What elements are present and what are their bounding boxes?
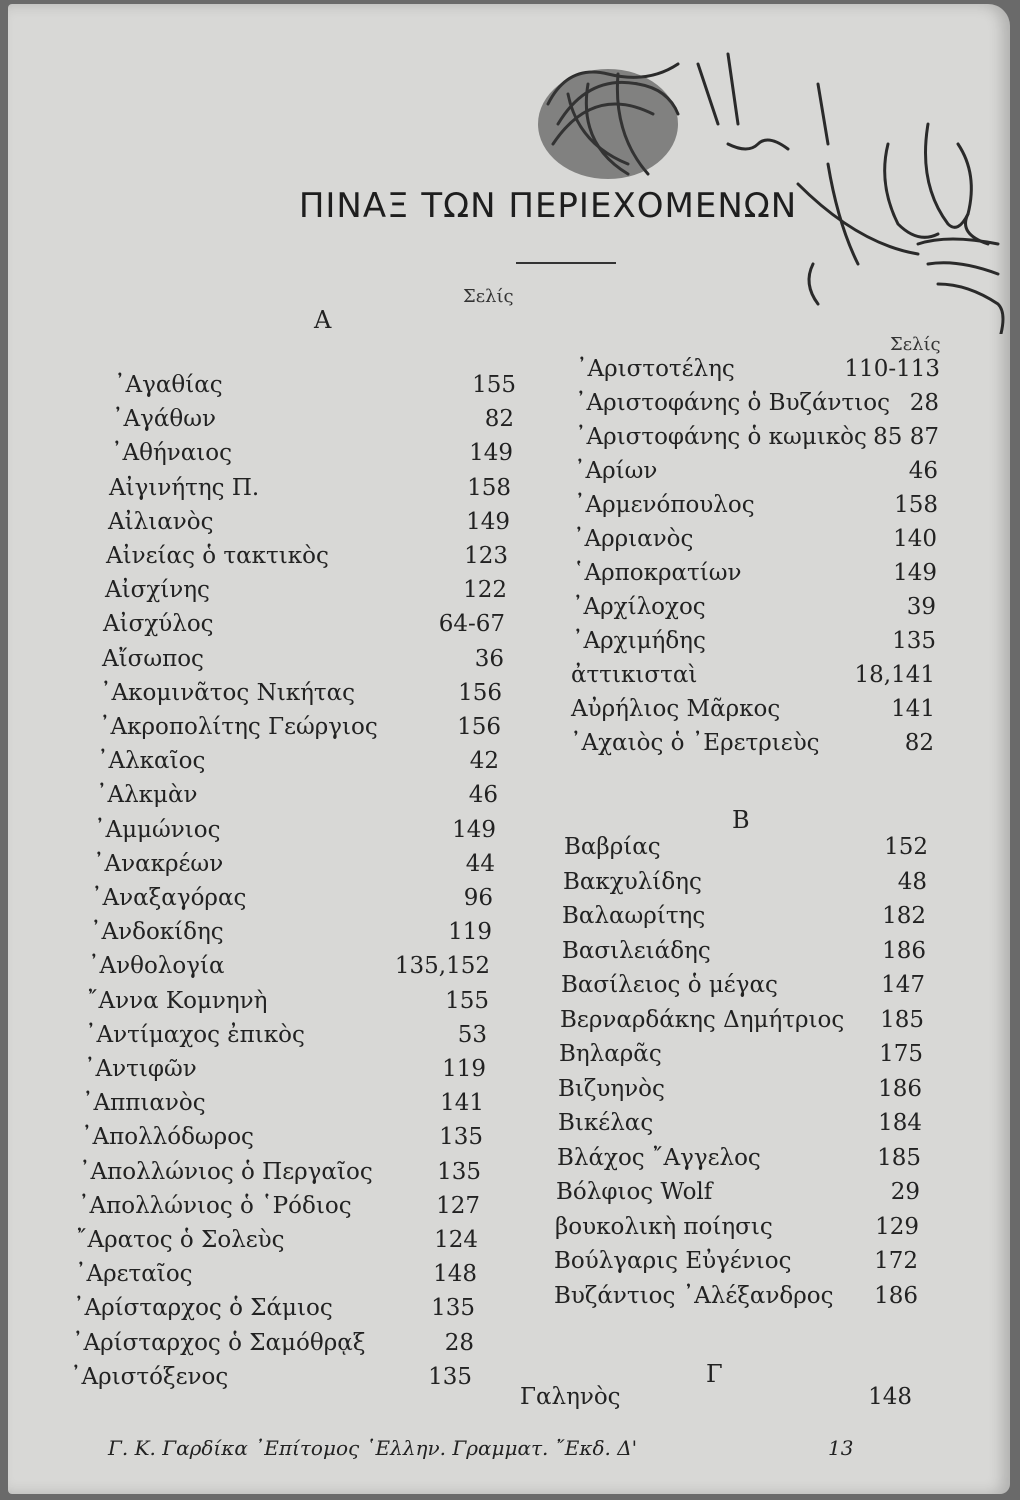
- index-entry-page: 158: [467, 474, 511, 501]
- index-entry-name: Βασιλειάδης: [562, 937, 711, 964]
- index-entry-page: 148: [868, 1384, 912, 1410]
- index-entry-name: ᾿Απολλώνιος ὁ Περγαῖος: [79, 1158, 373, 1185]
- index-entry-page: 28: [444, 1329, 474, 1356]
- index-entry-page: 122: [463, 577, 507, 604]
- index-entry-name: Βαβρίας: [564, 834, 661, 860]
- index-entry-page: 42: [469, 748, 499, 775]
- pencil-scribble: [528, 34, 1018, 334]
- index-entry-page: 28: [909, 390, 939, 416]
- index-entry-name: ᾿Αρχιμήδης: [572, 628, 706, 654]
- index-entry-page: 44: [465, 850, 495, 877]
- index-entry-name: ᾿Αριστόξενος: [70, 1363, 229, 1390]
- index-entry-page: 48: [897, 868, 927, 895]
- index-entry-name: ᾿Αρριανὸς: [573, 526, 694, 552]
- index-entry-name: ᾿Ανθολογία: [88, 953, 225, 980]
- index-entry-page: 135: [437, 1158, 481, 1185]
- index-entry-name: ᾿Αρεταῖος: [75, 1261, 193, 1288]
- index-entry-name: ᾿Ακροπολίτης Γεώργιος: [99, 714, 378, 740]
- index-entry-name: Αὐρήλιος Μᾶρκος: [571, 696, 781, 722]
- index-entry-page: 156: [457, 714, 501, 740]
- index-entry-name: Βλάχος ῎Αγγελος: [557, 1144, 761, 1171]
- index-entry-name: Βερναρδάκης Δημήτριος: [560, 1006, 845, 1033]
- index-entry-page: 149: [452, 816, 496, 843]
- index-entry-page: 186: [878, 1075, 922, 1102]
- index-entry-page: 82: [484, 406, 514, 433]
- index-entry-page: 155: [445, 987, 489, 1014]
- index-entry-page: 110-113: [844, 356, 940, 382]
- index-entry-page: 186: [882, 937, 926, 964]
- index-entry-page: 185: [880, 1006, 924, 1033]
- index-entry-name: ᾿Αγαθίας: [114, 372, 223, 398]
- index-entry-page: 158: [894, 492, 938, 518]
- index-entry-page: 135,152: [394, 953, 490, 980]
- index-entry-name: ᾿Αριστοφάνης ὁ κωμικὸς: [575, 424, 867, 450]
- index-entry-page: 36: [474, 645, 504, 672]
- index-entry-name: ᾿Αρίσταρχος ὁ Σαμόθρᾳξ: [72, 1329, 366, 1356]
- index-entry-name: ῎Αρατος ὁ Σολεὺς: [76, 1227, 285, 1253]
- index-entry-name: ᾿Αντίμαχος ἐπικὸς: [85, 1021, 305, 1048]
- index-entry-page: 155: [472, 372, 516, 398]
- index-entry-name: Αἰνείας ὁ τακτικὸς: [106, 543, 329, 569]
- index-entry-name: Αἴσωπος: [102, 645, 204, 672]
- index-entry-page: 175: [879, 1041, 923, 1067]
- index-entry-page: 149: [466, 508, 510, 535]
- index-entry-name: ᾿Αχαιὸς ὁ ᾿Ερετριεὺς: [570, 730, 820, 756]
- section-b-heading: B: [732, 806, 750, 834]
- index-entry-name: ᾿Αλκαῖος: [97, 748, 206, 775]
- index-entry-page: 29: [890, 1179, 920, 1205]
- section-a-heading: A: [314, 306, 332, 334]
- footer: [108, 1436, 908, 1460]
- index-entry-name: ᾿Αριστοτέλης: [576, 356, 735, 382]
- index-entry-page: 135: [439, 1124, 483, 1151]
- index-entry-name: ᾿Απολλόδωρος: [81, 1124, 254, 1151]
- index-entry-name: ᾿Αλκμὰν: [96, 782, 198, 809]
- index-entry-page: 53: [457, 1021, 487, 1048]
- index-entry-name: Βικέλας: [558, 1110, 654, 1136]
- index-entry-page: 135: [428, 1363, 472, 1390]
- index-entry-name: Βούλγαρις Εὐγένιος: [554, 1248, 792, 1274]
- index-entry-page: 64-67: [438, 611, 505, 638]
- index-entry-page: 141: [891, 696, 935, 722]
- index-entry-name: ᾿Αθήναιος: [111, 440, 232, 467]
- index-entry-name: Βηλαρᾶς: [559, 1041, 662, 1067]
- index-entry-name: Αἰλιανὸς: [108, 508, 214, 535]
- index-entry-page: 124: [434, 1227, 478, 1253]
- index-entry-page: 85 87: [873, 424, 939, 450]
- index-entry-name: ᾿Αππιανὸς: [82, 1090, 206, 1117]
- index-entry-name: βουκολικὴ ποίησις: [555, 1213, 773, 1240]
- index-entry-page: 135: [431, 1295, 475, 1322]
- index-entry-page: 119: [448, 919, 492, 946]
- page-title: ΠΙΝΑΞ ΤΩΝ ΠΕΡΙΕΧΟΜΕΝΩΝ: [298, 186, 798, 226]
- index-entry-page: 119: [442, 1056, 486, 1082]
- index-entry-name: ᾿Αρχίλοχος: [572, 594, 706, 620]
- index-entry-page: 46: [468, 782, 498, 809]
- index-entry-page: 172: [874, 1248, 918, 1274]
- index-entry-page: 185: [877, 1144, 921, 1171]
- index-entry-name: Βαλαωρίτης: [562, 903, 706, 929]
- index-entry-name: ἀττικισταὶ: [571, 662, 698, 688]
- index-entry-page: 135: [892, 628, 936, 654]
- index-entry-name: ᾿Απολλώνιος ὁ ῾Ρόδιος: [78, 1192, 352, 1219]
- index-entry-name: Γαληνὸς: [520, 1384, 621, 1410]
- index-entry-name: Αἰσχίνης: [105, 577, 210, 604]
- index-entry-name: ῾Αρποκρατίων: [573, 560, 742, 586]
- index-entry-page: 184: [878, 1110, 922, 1136]
- index-entry-page: 123: [464, 543, 508, 569]
- index-entry-name: ᾿Αρμενόπουλος: [574, 492, 755, 518]
- index-entry-page: 18,141: [854, 662, 935, 688]
- index-entry-page: 82: [904, 730, 934, 756]
- index-entry-page: 147: [881, 972, 925, 998]
- index-entry-name: Αἰγινήτης Π.: [109, 474, 260, 501]
- index-entry-name: Βακχυλίδης: [563, 868, 702, 895]
- index-entry-page: 149: [893, 560, 937, 586]
- index-entry-name: ᾿Αντιφῶν: [84, 1056, 197, 1082]
- index-entry-name: ῎Αννα Κομνηνὴ: [87, 987, 268, 1014]
- index-entry-page: 186: [874, 1282, 918, 1309]
- index-entry-name: ᾿Ανδοκίδης: [90, 919, 224, 946]
- index-entry-page: 182: [882, 903, 926, 929]
- index-entry-page: 148: [433, 1261, 477, 1288]
- footer-citation: Γ. Κ. Γαρδίκα ᾿Επίτομος ῾Ελλην. Γραμματ. ῎Εκδ. Δ': [108, 1436, 638, 1460]
- index-entry-page: 152: [884, 834, 928, 860]
- index-entry-name: ᾿Ακομινᾶτος Νικήτας: [100, 679, 356, 706]
- index-entry-name: Βασίλειος ὁ μέγας: [561, 972, 778, 998]
- index-entry-page: 46: [908, 458, 938, 484]
- right-page-header: Σελίς: [890, 334, 941, 355]
- title-rule: [516, 262, 616, 264]
- index-entry-name: ᾿Ανακρέων: [93, 850, 224, 877]
- index-entry-name: ᾿Αρίων: [574, 458, 658, 484]
- index-entry-name: ᾿Αριστοφάνης ὁ Βυζάντιος: [575, 390, 891, 416]
- index-entry-page: 140: [893, 526, 937, 552]
- index-entry-name: ᾿Αμμώνιος: [94, 816, 221, 843]
- index-entry-page: 149: [469, 440, 513, 467]
- index-entry-name: Βιζυηνὸς: [558, 1075, 665, 1102]
- index-entry-page: 127: [436, 1192, 480, 1219]
- index-entry-name: ᾿Αναξαγόρας: [91, 885, 247, 911]
- index-entry-page: 156: [458, 679, 502, 706]
- index-entry-name: Αἰσχύλος: [103, 611, 214, 638]
- index-entry-page: 39: [906, 594, 936, 620]
- index-entry-name: Βυζάντιος ᾿Αλέξανδρος: [554, 1282, 834, 1309]
- index-entry-name: ᾿Αρίσταρχος ὁ Σάμιος: [73, 1295, 333, 1322]
- index-entry-page: 129: [875, 1213, 919, 1240]
- index-entry-page: 141: [440, 1090, 484, 1117]
- index-entry-name: ᾿Αγάθων: [112, 406, 216, 433]
- footer-page-number: 13: [828, 1436, 854, 1460]
- left-page-header: Σελίς: [463, 286, 514, 307]
- index-entry-page: 96: [463, 885, 493, 911]
- section-g-heading: Γ: [706, 1360, 723, 1388]
- book-page: [8, 4, 1010, 1494]
- index-entry-name: Βόλφιος Wolf: [556, 1179, 713, 1205]
